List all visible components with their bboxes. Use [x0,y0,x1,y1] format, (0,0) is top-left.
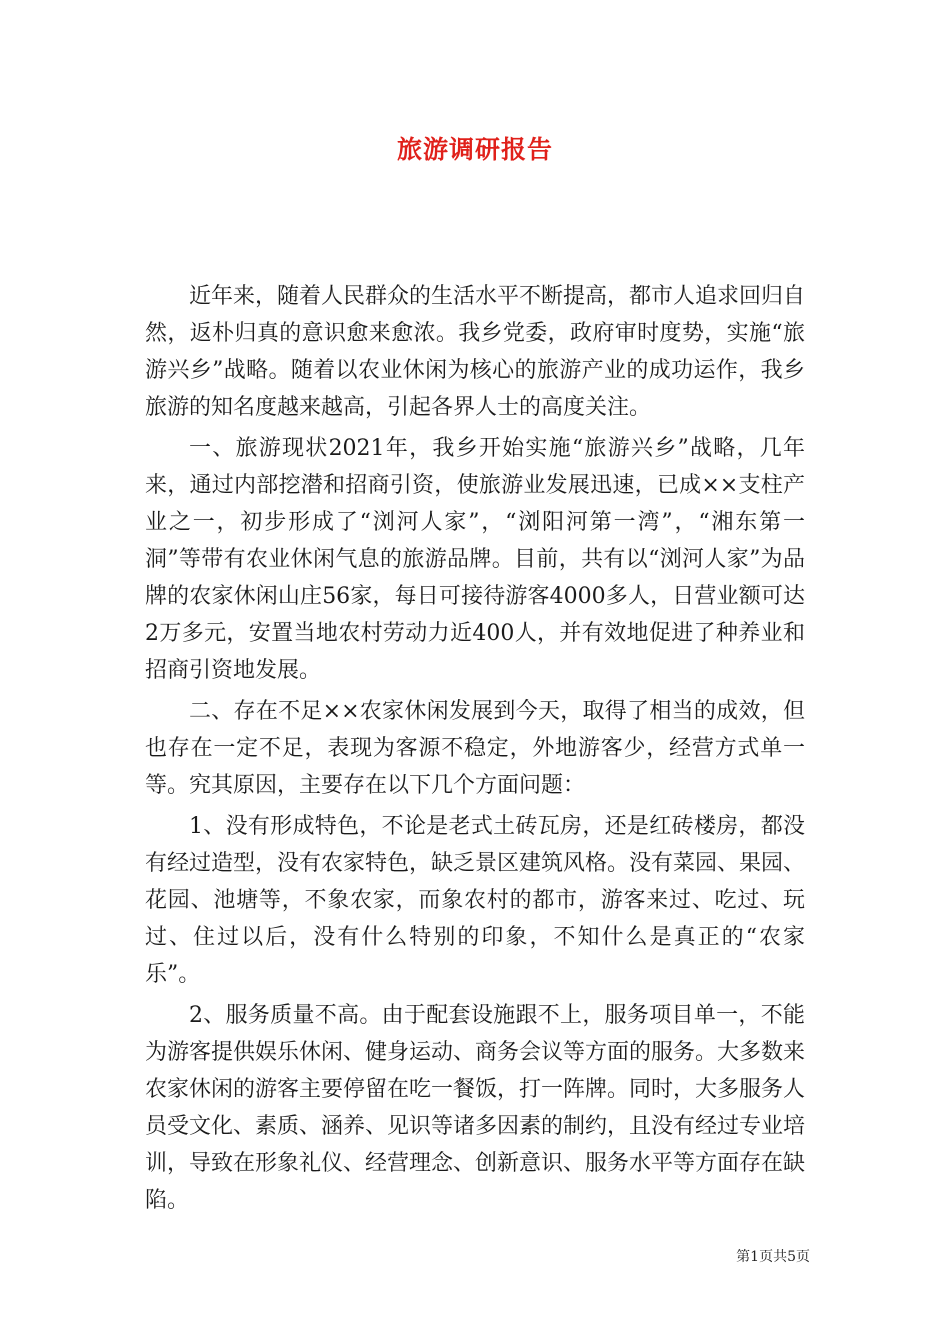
page-number: 第1页共5页 [736,1249,810,1265]
document-body [145,278,805,1219]
paragraph-issue-2: 2、服务质量不高。由于配套设施跟不上，服务项目单一，不能为游客提供娱乐休闲、健身运动、商务会议等方面的服务。大多数来农家休闲的游客主要停留在吃一餐饭，打一阵牌。同时，大多服务人员受文化、素质、涵养、见识等诸多因素的制约，且没有经过专业培训，导致在形象礼仪、经营理念、创新意识、服务水平等方面存在缺陷。 [145,1003,806,1213]
paragraph-issue-1: 1、没有形成特色，不论是老式土砖瓦房，还是红砖楼房，都没有经过造型，没有农家特色，缺乏景区建筑风格。没有菜园、果园、花园、池塘等，不象农家，而象农村的都市，游客来过、吃过、玩过、住过以后，没有什么特别的印象，不知什么是真正的“农家乐”。 [145,814,806,987]
paragraph-shortcomings: 二、存在不足××农家休闲发展到今天，取得了相当的成效，但也存在一定不足，表现为客源不稳定，外地游客少，经营方式单一等。究其原因，主要存在以下几个方面问题： [145,699,805,798]
paragraph-status: 一、旅游现状2021年，我乡开始实施“旅游兴乡”战略，几年来，通过内部挖潜和招商引资，使旅游业发展迅速，已成××支柱产业之一，初步形成了“浏河人家”，“浏阳河第一湾”，“湘东第一洞”等带有农业休闲气息的旅游品牌。目前，共有以“浏河人家”为品牌的农家休闲山庄56家，每日可接待游客4000多人，日营业额可达2万多元，安置当地农村劳动力近400人，并有效地促进了种养业和招商引资地发展。 [145,436,805,683]
paragraph-intro: 近年来，随着人民群众的生活水平不断提高，都市人追求回归自然，返朴归真的意识愈来愈浓。我乡党委，政府审时度势，实施“旅游兴乡”战略。随着以农业休闲为核心的旅游产业的成功运作，我乡旅游的知名度越来越高，引起各界人士的高度关注。 [145,284,806,420]
document-title: 旅游调研报告 [396,135,553,164]
